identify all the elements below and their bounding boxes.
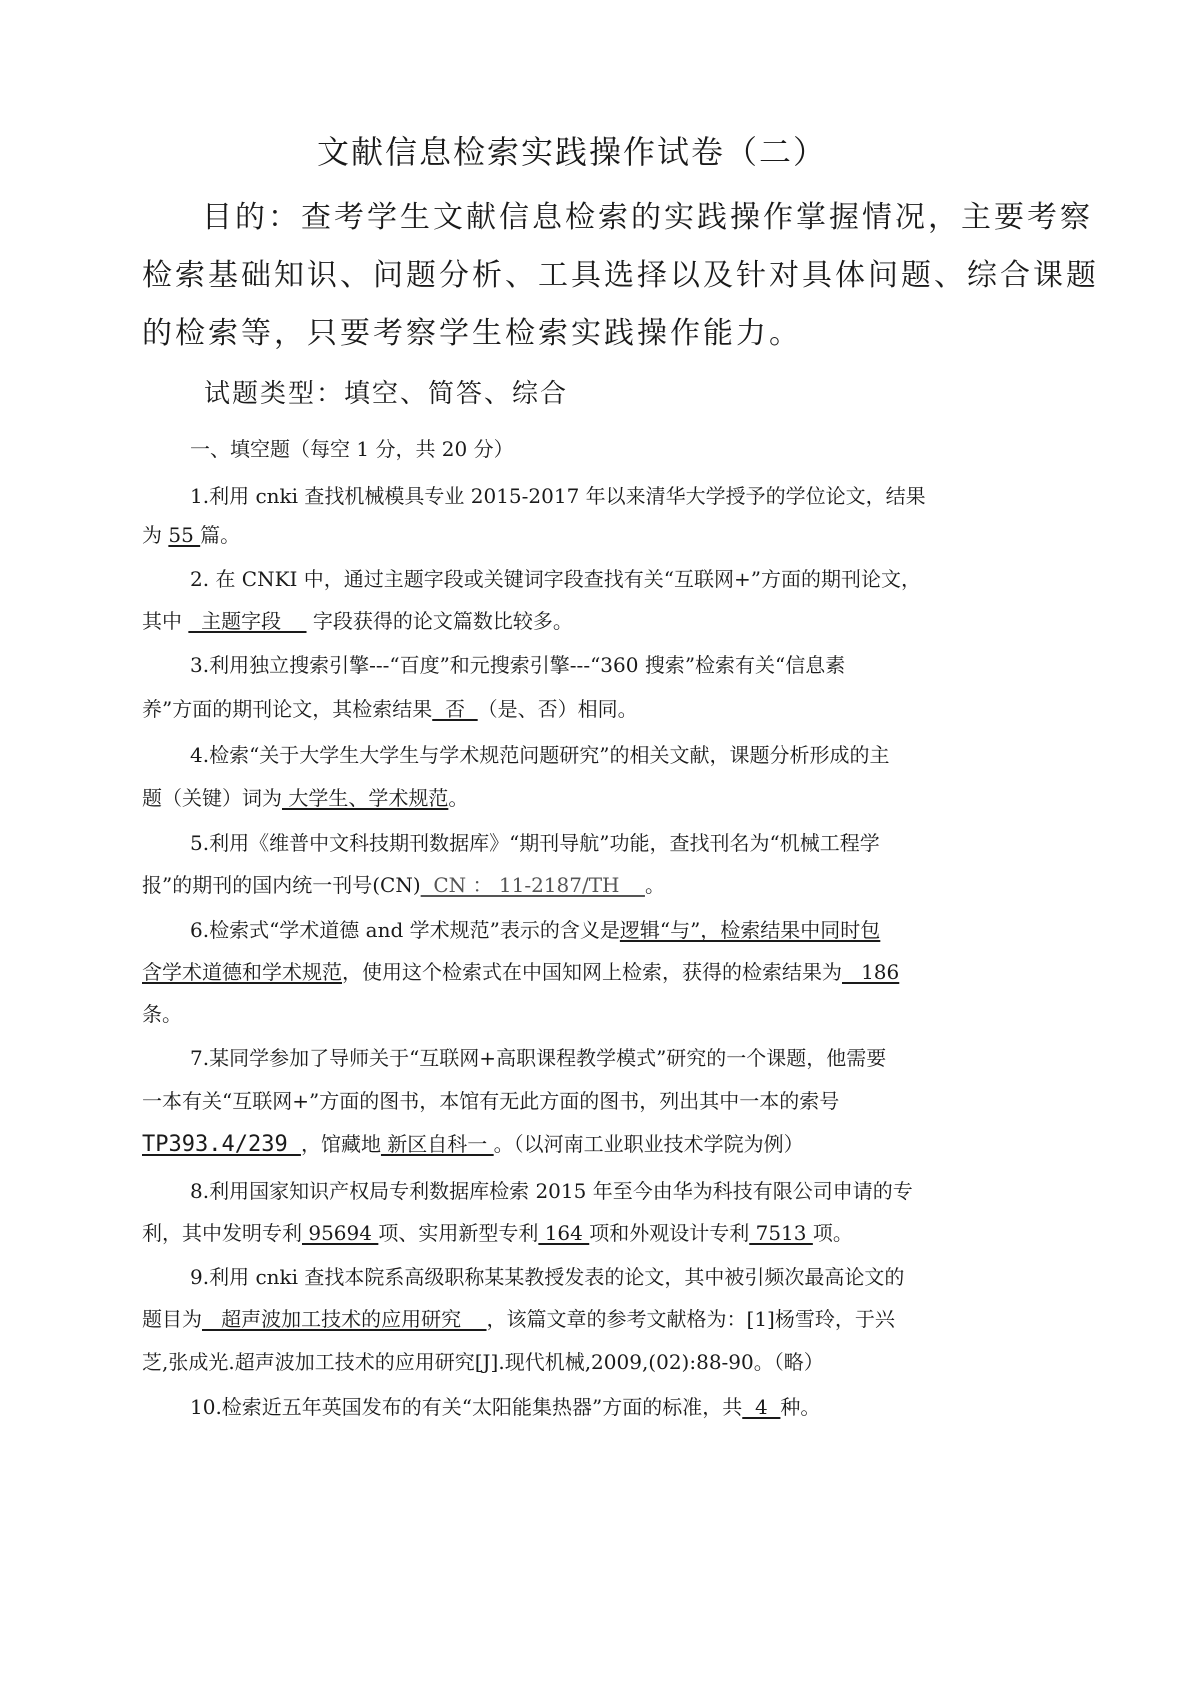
q2-prefix: 其中	[142, 609, 189, 633]
q7-line-2: 一本有关“互联网+”方面的图书，本馆有无此方面的图书，列出其中一本的索号	[142, 1089, 840, 1113]
q8-mid-2: 项和外观设计专利	[589, 1221, 750, 1245]
q3-line-1: 3.利用独立搜索引擎---“百度”和元搜索引擎---“360 搜索”检索有关“信息素	[190, 653, 846, 677]
q7-answer-call-number: TP393.4/239	[142, 1132, 301, 1157]
page-title: 文献信息检索实践操作试卷（二）	[317, 133, 828, 171]
q3-suffix: （是、否）相同。	[477, 697, 638, 721]
q4-answer: 大学生、学术规范	[282, 786, 449, 810]
q1-prefix: 为	[142, 523, 169, 547]
q5-suffix: 。	[644, 873, 665, 897]
q8-line-2	[142, 1220, 853, 1246]
q4-line-1: 4.检索“关于大学生大学生与学术规范问题研究”的相关文献，课题分析形成的主	[190, 743, 890, 767]
q6-line-2	[142, 959, 899, 985]
q2-suffix: 字段获得的论文篇数比较多。	[306, 609, 573, 633]
q9-prefix: 题目为	[142, 1307, 202, 1331]
q10-suffix: 种。	[780, 1395, 821, 1419]
q2-line-1: 2. 在 CNKI 中，通过主题字段或关键词字段查找有关“互联网+”方面的期刊论文，	[190, 567, 922, 591]
q4-prefix: 题（关键）词为	[142, 786, 282, 810]
q3-line-2	[142, 696, 638, 722]
q2-answer: 主题字段	[188, 609, 307, 633]
q6-line-1	[190, 917, 880, 943]
q9-suffix: ，该篇文章的参考文献格为：[1]杨雪玲，于兴	[486, 1307, 895, 1331]
q10-line-1	[190, 1394, 820, 1420]
q8-line-1: 8.利用国家知识产权局专利数据库检索 2015 年至今由华为科技有限公司申请的专	[190, 1179, 913, 1203]
q7-line-3	[142, 1131, 804, 1158]
q8-answer-design: 7513	[749, 1221, 813, 1245]
q6-answer-1b: 含学术道德和学术规范	[142, 960, 342, 984]
purpose-line-3: 的检索等，只要考察学生检索实践操作能力。	[142, 316, 802, 351]
q10-answer: 4	[742, 1395, 781, 1419]
q8-answer-utility: 164	[538, 1221, 590, 1245]
section-heading: 一、填空题（每空 1 分，共 20 分）	[190, 437, 514, 461]
q9-line-1: 9.利用 cnki 查找本院系高级职称某某教授发表的论文，其中被引频次最高论文的	[190, 1265, 905, 1289]
question-types: 试题类型：填空、简答、综合	[204, 379, 569, 409]
q6-answer-2: 186	[842, 960, 900, 984]
q1-line-2	[142, 522, 240, 548]
q8-mid-1: 项、实用新型专利	[378, 1221, 539, 1245]
q2-line-2	[142, 608, 573, 634]
q7-suffix: 。（以河南工业职业技术学院为例）	[493, 1132, 804, 1156]
q8-suffix: 项。	[812, 1221, 853, 1245]
q4-line-2	[142, 785, 468, 811]
q5-answer: CN ： 11-2187/TH	[420, 873, 645, 897]
q1-line-1: 1.利用 cnki 查找机械模具专业 2015-2017 年以来清华大学授予的学位论文，结果	[190, 484, 926, 508]
q6-answer-1a: 逻辑“与”，检索结果中同时包	[619, 918, 881, 942]
q8-prefix: 利，其中发明专利	[142, 1221, 302, 1245]
q8-answer-invention: 95694	[302, 1221, 379, 1245]
q5-line-1: 5.利用《维普中文科技期刊数据库》“期刊导航”功能，查找刊名为“机械工程学	[190, 831, 880, 855]
q5-prefix: 报”的期刊的国内统一刊号(CN)	[142, 873, 421, 897]
q7-answer-location: 新区自科一	[380, 1132, 494, 1156]
q6-prefix: 6.检索式“学术道德 and 学术规范”表示的含义是	[190, 918, 620, 942]
q1-answer: 55	[168, 523, 201, 547]
q6-middle: ，使用这个检索式在中国知网上检索，获得的检索结果为	[342, 960, 842, 984]
q9-answer: 超声波加工技术的应用研究	[202, 1307, 487, 1331]
q7-line-1: 7.某同学参加了导师关于“互联网+高职课程教学模式”研究的一个课题，他需要	[190, 1046, 887, 1070]
q1-suffix: 篇。	[200, 523, 241, 547]
q7-middle: ，馆藏地	[300, 1132, 381, 1156]
q6-line-3: 条。	[142, 1002, 182, 1026]
purpose-line-1: 目的：查考学生文献信息检索的实践操作掌握情况，主要考察	[202, 200, 1093, 235]
q10-prefix: 10.检索近五年英国发布的有关“太阳能集热器”方面的标准，共	[190, 1395, 743, 1419]
q3-prefix: 养”方面的期刊论文，其检索结果	[142, 697, 433, 721]
q9-line-3: 芝,张成光.超声波加工技术的应用研究[J].现代机械,2009,(02):88-90。（略）	[142, 1350, 824, 1374]
q4-suffix: 。	[448, 786, 469, 810]
purpose-line-2: 检索基础知识、问题分析、工具选择以及针对具体问题、综合课题	[142, 258, 1099, 293]
q9-line-2	[142, 1306, 895, 1332]
q5-line-2	[142, 872, 665, 898]
q3-answer: 否	[432, 697, 478, 721]
